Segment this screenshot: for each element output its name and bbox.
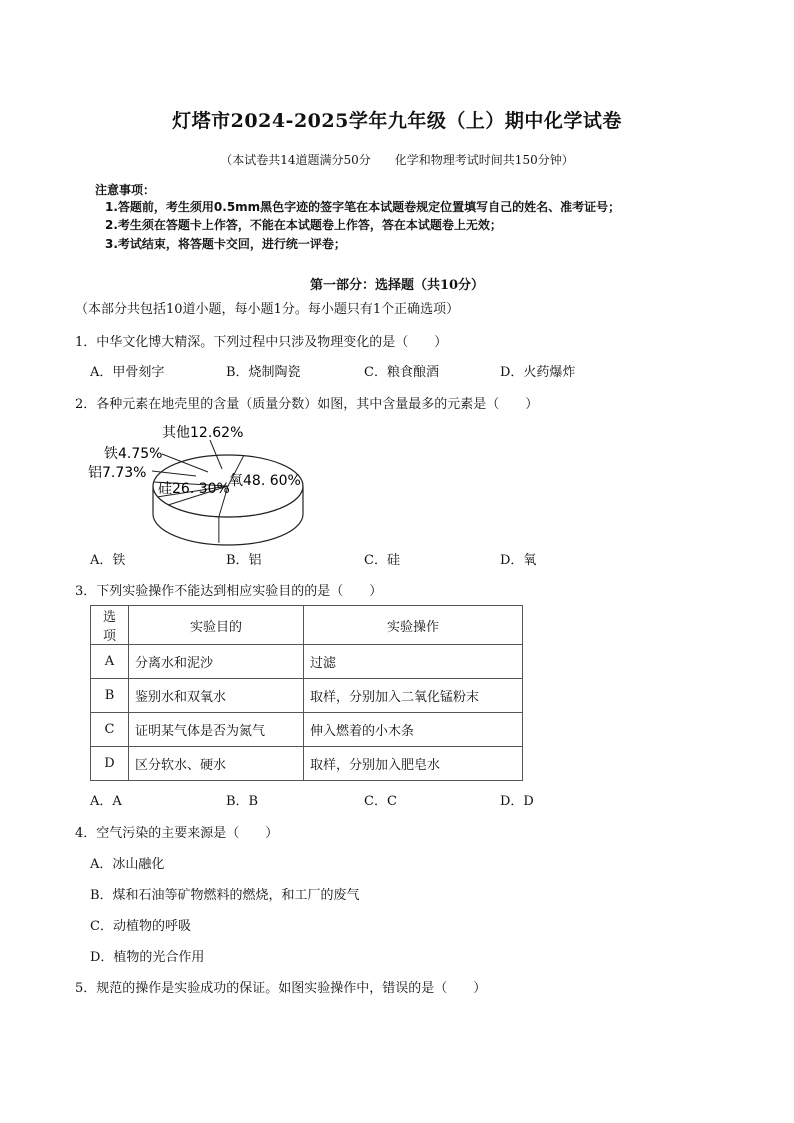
- option-b: B．铝: [226, 553, 262, 568]
- option-c: C．C: [364, 794, 397, 809]
- table-cell: 证明某气体是否为氮气: [129, 713, 304, 747]
- table-cell: D: [91, 747, 129, 781]
- page-subtitle: （本试卷共14道题满分50分 化学和物理考试时间共150分钟）: [220, 153, 574, 167]
- table-cell: 取样，分别加入二氧化锰粉末: [304, 679, 523, 713]
- table-cell: 分离水和泥沙: [129, 645, 304, 679]
- label-oxygen: 氧48. 60%: [229, 473, 301, 489]
- option-a: A．A: [90, 794, 122, 809]
- pie-chart-body: [153, 455, 303, 545]
- question-stem: 4．空气污染的主要来源是（ ）: [75, 826, 279, 841]
- question-stem: 3．下列实验操作不能达到相应实验目的的是（ ）: [75, 584, 383, 599]
- experiment-table: [90, 605, 523, 781]
- table-header-row: [91, 606, 523, 645]
- table-cell: C: [91, 713, 129, 747]
- page-title: 灯塔市2024-2025学年九年级（上）期中化学试卷: [172, 110, 622, 132]
- table-cell: A: [91, 645, 129, 679]
- option-b: B．B: [226, 794, 259, 809]
- table-row: [91, 747, 523, 781]
- table-row: [91, 645, 523, 679]
- option-c: C．硅: [364, 553, 400, 568]
- table-row: [91, 713, 523, 747]
- question-stem: 5．规范的操作是实验成功的保证。如图实验操作中，错误的是（ ）: [75, 981, 487, 996]
- header-cell: 实验目的: [129, 606, 304, 645]
- table-row: [91, 679, 523, 713]
- notice-heading: 注意事项：: [95, 183, 156, 197]
- option-d: D．火药爆炸: [500, 365, 576, 380]
- option-b: B．煤和石油等矿物燃料的燃烧，和工厂的废气: [90, 888, 360, 903]
- option-a: A．冰山融化: [90, 857, 165, 872]
- section-note: （本部分共包括10道小题，每小题1分。每小题只有1个正确选项）: [75, 302, 460, 317]
- notice-item: 3.考试结束，将答题卡交回，进行统一评卷；: [105, 237, 346, 251]
- option-c: C．粮食酿酒: [364, 365, 439, 380]
- question-stem: 2．各种元素在地壳里的含量（质量分数）如图，其中含量最多的元素是（ ）: [75, 397, 539, 412]
- label-iron: 铁4.75%: [104, 446, 163, 462]
- table-cell: 过滤: [304, 645, 523, 679]
- notice-item: 2.考生须在答题卡上作答，不能在本试题卷上作答，答在本试题卷上无效；: [105, 218, 502, 232]
- table-cell: 区分软水、硬水: [129, 747, 304, 781]
- header-cell: 实验操作: [304, 606, 523, 645]
- label-other: 其他12.62%: [162, 425, 244, 441]
- option-b: B．烧制陶瓷: [226, 365, 301, 380]
- option-a: A．甲骨刻字: [90, 365, 165, 380]
- option-d: D．植物的光合作用: [90, 950, 205, 965]
- question-stem: 1．中华文化博大精深。下列过程中只涉及物理变化的是（ ）: [75, 335, 448, 350]
- label-aluminum: 铝7.73%: [88, 465, 147, 481]
- table-cell: 取样，分别加入肥皂水: [304, 747, 523, 781]
- label-silicon: 硅26. 30%: [158, 481, 230, 497]
- table-cell: B: [91, 679, 129, 713]
- option-d: D．氧: [500, 553, 537, 568]
- header-cell: 选项: [91, 606, 129, 645]
- section-title: 第一部分：选择题（共10分）: [309, 278, 485, 293]
- table-cell: 伸入燃着的小木条: [304, 713, 523, 747]
- option-a: A．铁: [90, 553, 126, 568]
- option-d: D．D: [500, 794, 534, 809]
- table-cell: 鉴别水和双氧水: [129, 679, 304, 713]
- pie-chart: [0, 418, 794, 548]
- notice-item: 1.答题前，考生须用0.5mm黑色字迹的签字笔在本试题卷规定位置填写自己的姓名、准考证号；: [105, 200, 621, 214]
- option-c: C．动植物的呼吸: [90, 919, 191, 934]
